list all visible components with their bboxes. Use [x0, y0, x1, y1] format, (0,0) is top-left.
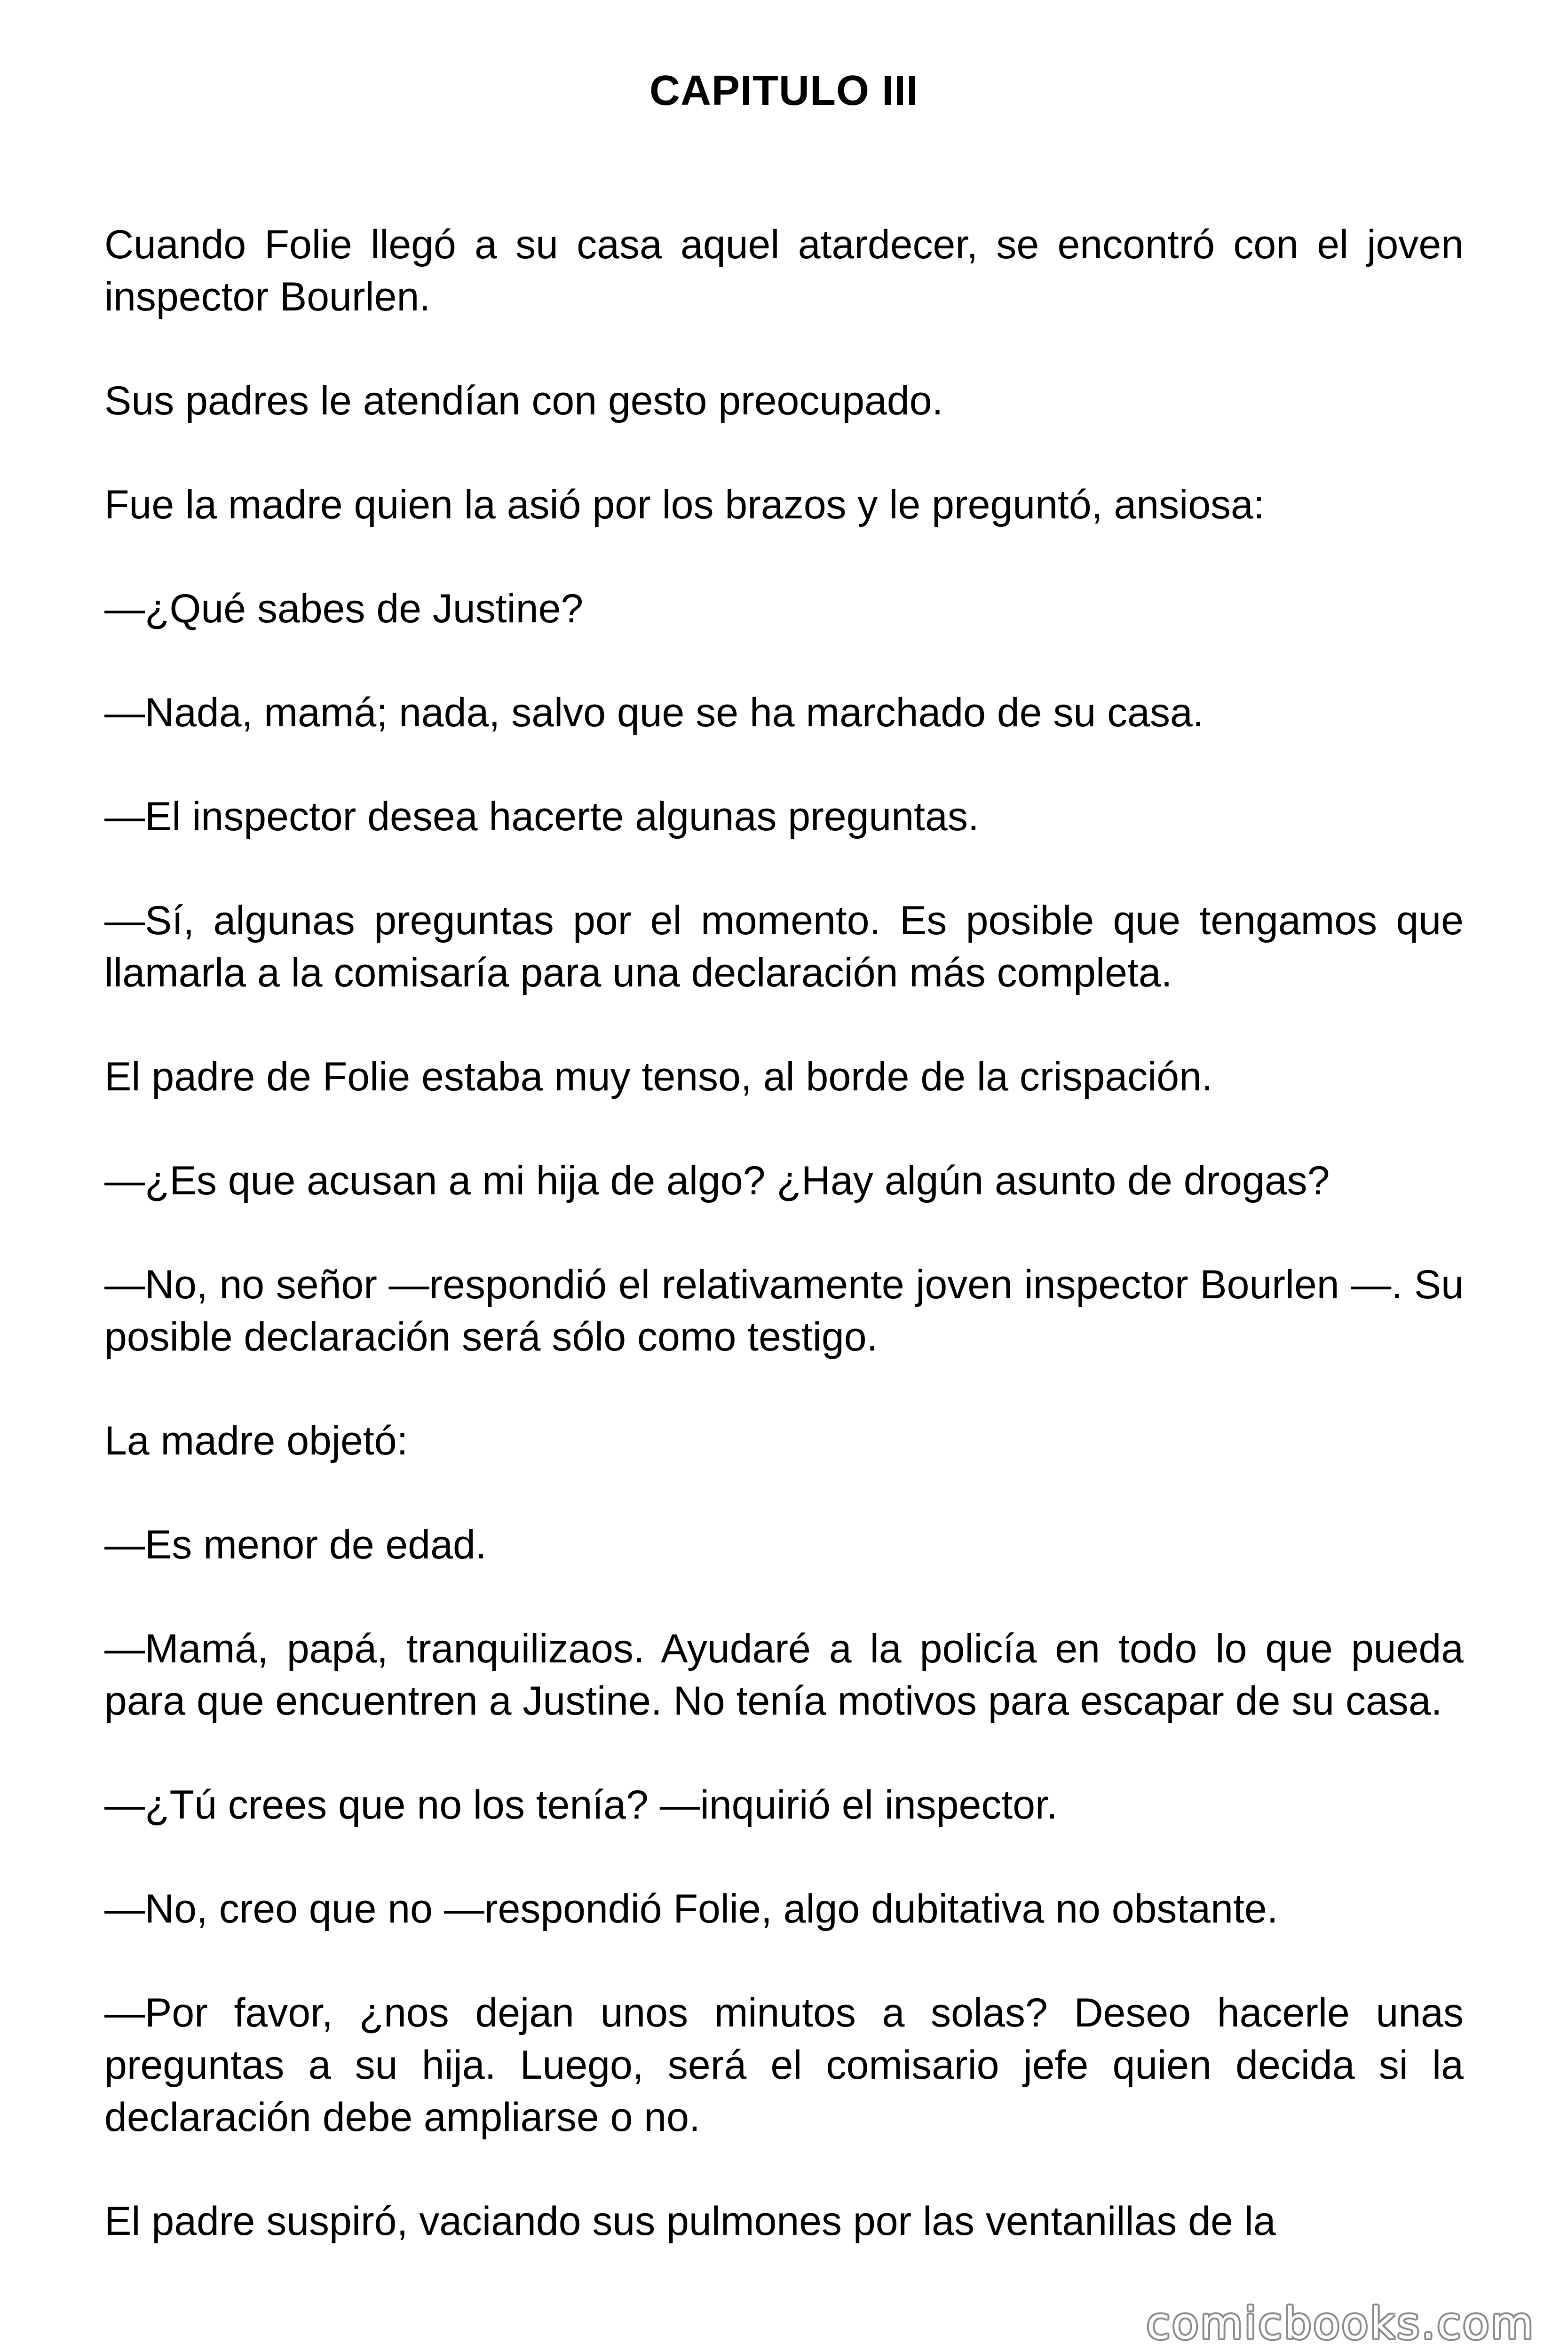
- dialogue-paragraph: —No, no señor —respondió el relativamente joven inspector Bourlen —. Su posible declaración será sólo como testigo.: [104, 1262, 1464, 1359]
- paragraph: Sus padres le atendían con gesto preocupado.: [104, 378, 943, 423]
- dialogue-paragraph: —El inspector desea hacerte algunas preguntas.: [104, 794, 979, 839]
- paragraph: Fue la madre quien la asió por los brazos y le preguntó, ansiosa:: [104, 482, 1265, 527]
- paragraph: El padre suspiró, vaciando sus pulmones por las ventanillas de la: [104, 2199, 1276, 2244]
- dialogue-paragraph: —Nada, mamá; nada, salvo que se ha marchado de su casa.: [104, 690, 1204, 735]
- paragraph: El padre de Folie estaba muy tenso, al borde de la crispación.: [104, 1054, 1213, 1099]
- paragraph: Cuando Folie llegó a su casa aquel atardecer, se encontró con el joven inspector Bourlen.: [104, 222, 1464, 319]
- dialogue-paragraph: —Es menor de edad.: [104, 1522, 487, 1567]
- paragraph: La madre objetó:: [104, 1418, 408, 1463]
- dialogue-paragraph: —Sí, algunas preguntas por el momento. Es posible que tengamos que llamarla a la comisaría para una declaración más completa.: [104, 898, 1464, 995]
- chapter-body: [104, 219, 1464, 2299]
- dialogue-paragraph: —¿Qué sabes de Justine?: [104, 586, 584, 631]
- dialogue-paragraph: —¿Es que acusan a mi hija de algo? ¿Hay algún asunto de drogas?: [104, 1158, 1330, 1203]
- watermark: comicbooks.com: [1146, 2298, 1535, 2349]
- dialogue-paragraph: —Mamá, papá, tranquilizaos. Ayudaré a la policía en todo lo que pueda para que encuentren a Justine. No tenía motivos para escapar de su casa.: [104, 1626, 1464, 1724]
- chapter-title: CAPITULO III: [649, 67, 919, 114]
- dialogue-paragraph: —Por favor, ¿nos dejan unos minutos a solas? Deseo hacerle unas preguntas a su hija. Luego, será el comisario jefe quien decida si la declaración debe ampliarse o no.: [104, 1990, 1464, 2140]
- dialogue-paragraph: —No, creo que no —respondió Folie, algo dubitativa no obstante.: [104, 1886, 1278, 1931]
- dialogue-paragraph: —¿Tú crees que no los tenía? —inquirió el inspector.: [104, 1782, 1058, 1828]
